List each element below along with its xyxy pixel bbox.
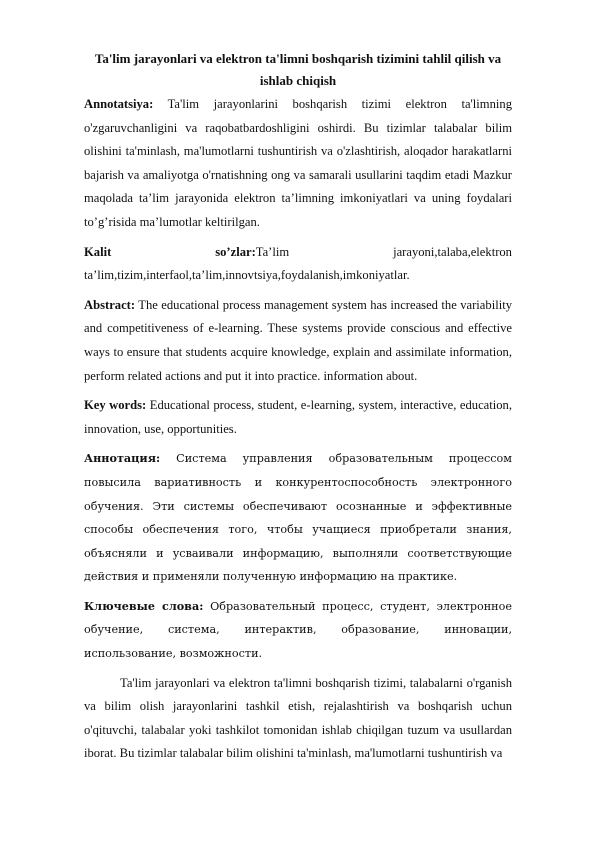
keywords-uz-word-4: jarayoni,talaba,elektron: [393, 244, 512, 259]
annotation-uz-label: Annotatsiya:: [84, 97, 154, 111]
annotation-ru-label: Аннотация:: [84, 451, 161, 466]
keywords-uz-word-3: Ta’lim: [255, 244, 290, 259]
annotation-ru-text: Система управления образовательным процессом повысила вариативность и конкурентоспособность электронного обучения. Эти системы обеспечивают осознанные и эффективные способы обеспечения того, чтобы учащиеся приобретали знания, объясняли и усваивали информацию, выполняли соответствующие действия и применяли полученную информацию на практике.: [84, 452, 512, 584]
keywords-ru-label: Ключевые слова:: [84, 598, 204, 613]
keywords-en-text: Educational process, student, e-learning, system, interactive, education, innovation, use, opportunities.: [84, 398, 512, 436]
paper-title: Ta'lim jarayonlari va elektron ta'limni boshqarish tizimini tahlil qilish va ishlab chiqish: [94, 51, 502, 88]
annotation-uz: [84, 93, 512, 235]
abstract-en: [84, 294, 512, 388]
body-paragraph: Ta'lim jarayonlari va elektron ta'limni boshqarish tizimi, talabalarni o'rganish va bilim olish jarayonlarini tashkil etish, rejalashtirish va boshqarish uchun o'qituvchi, talabalar yoki tashkilot tomonidan ishlab chiqilgan tuzum va usullardan iborat. Bu tizimlar talabalar bilim olishini ta'minlash, ma'lumotlarni tushuntirish va: [84, 675, 512, 761]
keywords-uz-word-2: so’zlar:: [215, 244, 256, 259]
abstract-en-label: Abstract:: [84, 297, 136, 312]
keywords-ru: [84, 595, 512, 666]
keywords-ru-text: Образовательный процесс, студент, электронное обучение, система, интерактив, образование, инновации, использование, возможности.: [84, 599, 512, 661]
abstract-en-text: The educational process management system has increased the variability and competitiveness of e-learning. These systems provide conscious and effective ways to ensure that students acquire knowledge, explain and assimilate information, perform related actions and put it into practice. information about.: [84, 297, 512, 383]
document-page: [84, 48, 512, 772]
annotation-uz-text: Ta'lim jarayonlarini boshqarish tizimi elektron ta'limning o'zgaruvchanligini va raqobatbardoshligini oshirdi. Bu tizimlar talabalar bilim olishini ta'minlash, ma'lumotlarni tushuntirish va o'zlashtirish, aloqador harakatlarni bajarish va amaliyotga o'rnatishning ong va samarali usullarini taqdim etadi Mazkur maqolada ta’lim jarayonida elektron ta’limning imkoniyatlari va uning foydalari to’g’risida ma’lumotlar keltirilgan.: [84, 97, 512, 229]
keywords-en: [84, 394, 512, 441]
keywords-uz-word-1: Kalit: [84, 244, 112, 259]
annotation-ru: [84, 447, 512, 589]
keywords-uz-line1: [84, 241, 512, 265]
keywords-en-label: Key words:: [84, 398, 147, 413]
keywords-uz-line2: ta’lim,tizim,interfaol,ta’lim,innovtsiya,foydalanish,imkoniyatlar.: [84, 268, 410, 283]
